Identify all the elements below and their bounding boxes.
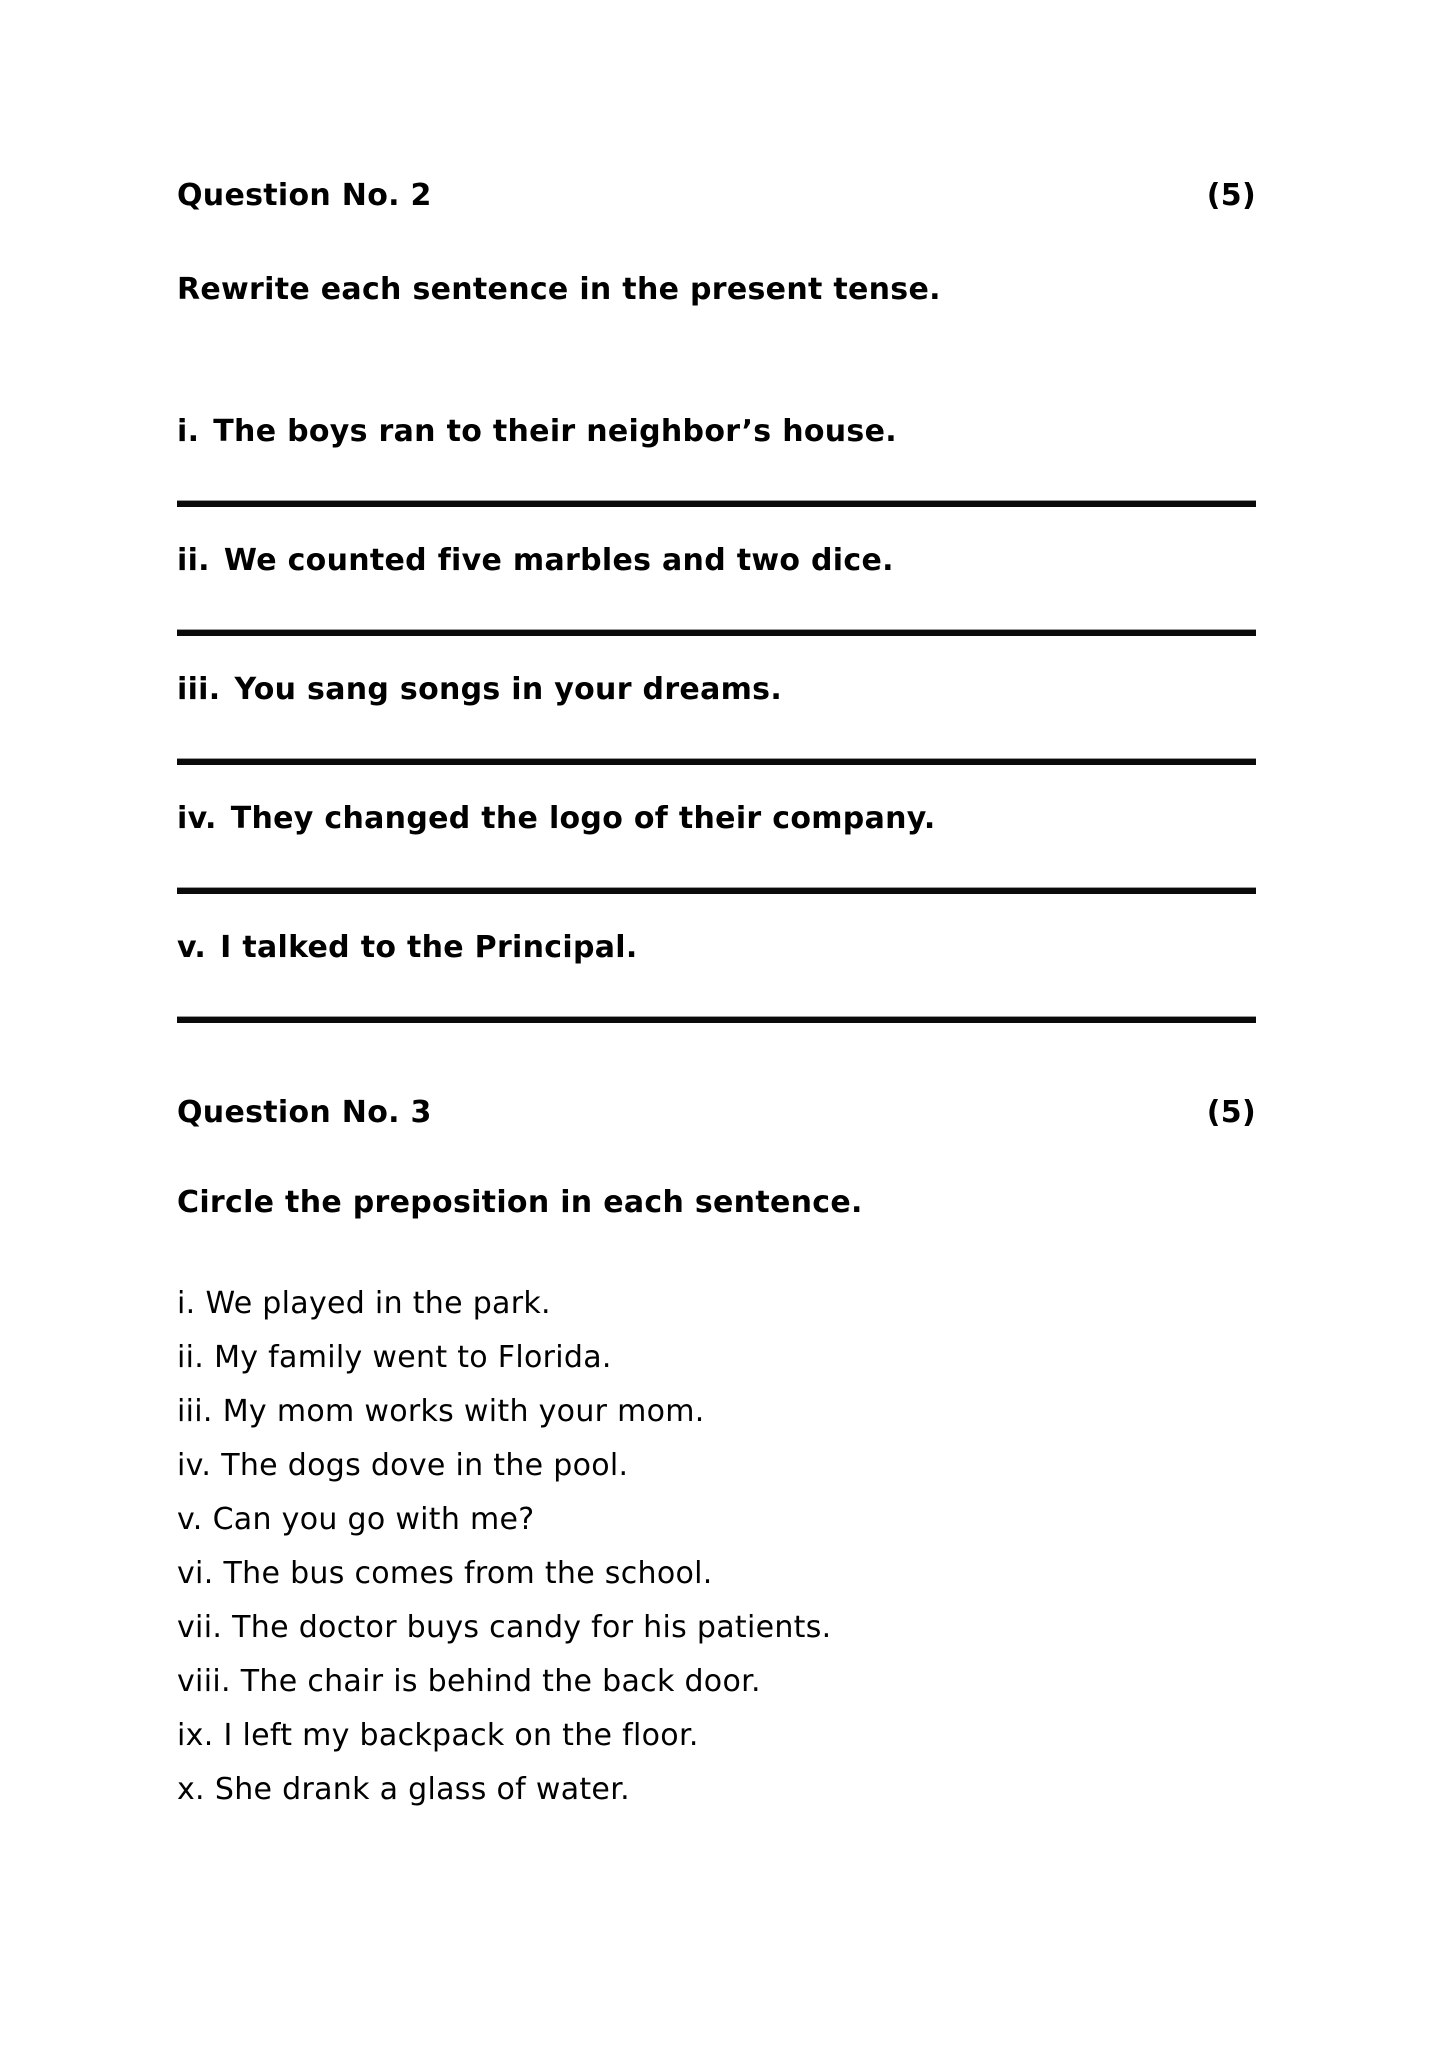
list-item (177, 1655, 1256, 1709)
list-item (177, 1385, 1256, 1439)
answer-line (177, 629, 1256, 636)
rewrite-item (177, 412, 1256, 507)
item-label: ii. (177, 543, 210, 578)
rewrite-item (177, 928, 1256, 1023)
item-sentence: Can you go with me? (212, 1502, 535, 1537)
list-item (177, 1331, 1256, 1385)
item-sentence: You sang songs in your dreams. (234, 672, 783, 707)
item-label: iv. (177, 1448, 212, 1483)
item-label: ix. (177, 1718, 214, 1753)
item-label: v. (177, 1502, 203, 1537)
rewrite-sentence (177, 670, 1256, 710)
rewrite-sentence (177, 928, 1256, 968)
list-item (177, 1763, 1256, 1817)
question-3-section (177, 1093, 1256, 1817)
question-2-marks: (5) (1206, 178, 1256, 213)
question-3-marks: (5) (1206, 1095, 1256, 1130)
item-sentence: They changed the logo of their company. (230, 801, 936, 836)
item-sentence: The dogs dove in the pool. (221, 1448, 629, 1483)
list-item (177, 1709, 1256, 1763)
answer-line (177, 1016, 1256, 1023)
item-sentence: We played in the park. (205, 1286, 551, 1321)
item-sentence: I left my backpack on the floor. (223, 1718, 699, 1753)
item-sentence: The chair is behind the back door. (240, 1664, 761, 1699)
item-sentence: My mom works with your mom. (222, 1394, 705, 1429)
answer-line (177, 758, 1256, 765)
answer-line (177, 500, 1256, 507)
preposition-list (177, 1277, 1256, 1817)
item-label: i. (177, 1286, 196, 1321)
item-label: x. (177, 1772, 205, 1807)
item-label: v. (177, 930, 207, 965)
question-2-title: Question No. 2 (177, 178, 432, 213)
list-item (177, 1493, 1256, 1547)
item-sentence: She drank a glass of water. (214, 1772, 630, 1807)
item-sentence: My family went to Florida. (214, 1340, 612, 1375)
item-label: i. (177, 414, 200, 449)
item-label: vii. (177, 1610, 223, 1645)
rewrite-sentence (177, 541, 1256, 581)
question-2-header (177, 176, 1256, 216)
rewrite-sentence (177, 799, 1256, 839)
rewrite-item (177, 670, 1256, 765)
item-label: iii. (177, 1394, 213, 1429)
list-item (177, 1601, 1256, 1655)
item-sentence: I talked to the Principal. (220, 930, 638, 965)
question-3-instruction: Circle the preposition in each sentence. (177, 1185, 863, 1220)
list-item (177, 1277, 1256, 1331)
question-2-section (177, 176, 1256, 1023)
answer-line (177, 887, 1256, 894)
item-label: vi. (177, 1556, 214, 1591)
item-label: ii. (177, 1340, 205, 1375)
item-label: iii. (177, 672, 221, 707)
item-sentence: We counted five marbles and two dice. (223, 543, 894, 578)
rewrite-item (177, 799, 1256, 894)
item-label: iv. (177, 801, 217, 836)
question-3-title: Question No. 3 (177, 1095, 432, 1130)
question-2-instruction: Rewrite each sentence in the present tense. (177, 272, 941, 307)
list-item (177, 1439, 1256, 1493)
item-sentence: The bus comes from the school. (223, 1556, 713, 1591)
list-item (177, 1547, 1256, 1601)
rewrite-sentence (177, 412, 1256, 452)
question-3-header (177, 1093, 1256, 1133)
item-label: viii. (177, 1664, 231, 1699)
item-sentence: The boys ran to their neighbor’s house. (213, 414, 897, 449)
rewrite-item (177, 541, 1256, 636)
item-sentence: The doctor buys candy for his patients. (232, 1610, 832, 1645)
